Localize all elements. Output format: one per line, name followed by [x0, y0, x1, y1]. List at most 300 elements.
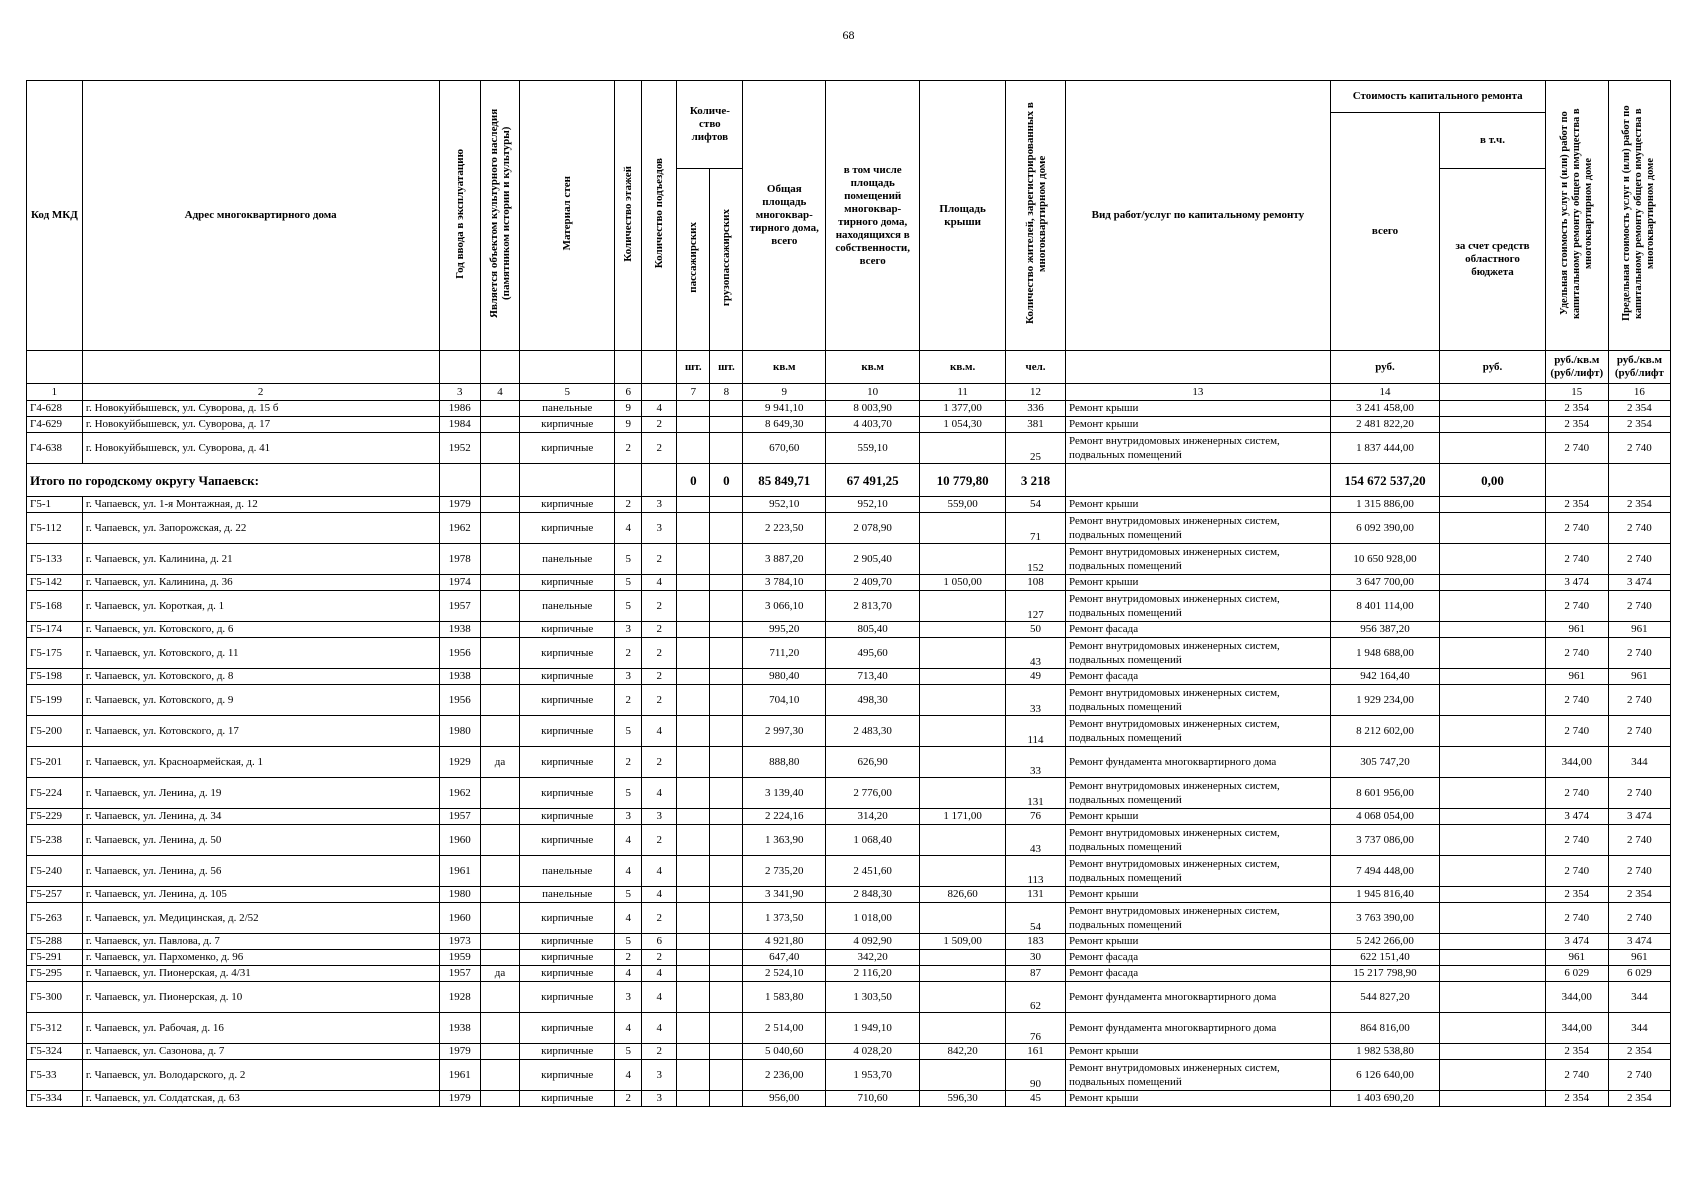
cell-passenger-lifts [677, 513, 710, 544]
cell-freight-lifts [710, 401, 743, 417]
cell-year: 1957 [439, 966, 480, 982]
unit-sqm: кв.м. [920, 351, 1006, 384]
cell-regional [1440, 513, 1545, 544]
cell-material: кирпичные [520, 417, 615, 433]
cell-material: кирпичные [520, 716, 615, 747]
cell-total-area: 995,20 [743, 622, 826, 638]
cell-unit-cost: 2 740 [1545, 856, 1608, 887]
cell-cost-total: 3 763 390,00 [1330, 903, 1440, 934]
table-row [27, 1044, 1671, 1060]
cell-address: г. Чапаевск, ул. Рабочая, д. 16 [82, 1013, 439, 1044]
cell-entrances: 4 [642, 401, 677, 417]
cell-work-type: Ремонт внутридомовых инженерных систем, подвальных помещений [1066, 716, 1331, 747]
cell-entrances: 4 [642, 966, 677, 982]
column-number: 1 [27, 384, 83, 401]
cell-total-area: 952,10 [743, 497, 826, 513]
cell-freight-lifts [710, 513, 743, 544]
cell-roof-area: 1 171,00 [920, 809, 1006, 825]
cell-regional [1440, 778, 1545, 809]
cell-owned-area: 2 078,90 [826, 513, 920, 544]
cell-passenger-lifts [677, 591, 710, 622]
header-regional: за счет средств областного бюджета [1440, 169, 1545, 351]
cell-address: г. Чапаевск, ул. Пионерская, д. 4/31 [82, 966, 439, 982]
cell-material: панельные [520, 401, 615, 417]
cell-entrances: 4 [642, 856, 677, 887]
cell-residents: 131 [1006, 887, 1066, 903]
unit-rub: руб. [1330, 351, 1440, 384]
table-row [27, 669, 1671, 685]
column-number: 2 [82, 384, 439, 401]
cell-roof-area [920, 716, 1006, 747]
unit-empty [1066, 351, 1331, 384]
cell-code: Г4-628 [27, 401, 83, 417]
cell-residents: 33 [1006, 747, 1066, 778]
cell-roof-area: 1 050,00 [920, 575, 1006, 591]
header-roof-area: Площадь крыши [920, 81, 1006, 351]
table-row [27, 575, 1671, 591]
cell-total-area: 3 341,90 [743, 887, 826, 903]
cell-regional [1440, 747, 1545, 778]
cell-work-type: Ремонт фасада [1066, 669, 1331, 685]
cell-address: г. Чапаевск, ул. Короткая, д. 1 [82, 591, 439, 622]
table-row [27, 809, 1671, 825]
cell-year: 1938 [439, 669, 480, 685]
cell-total-area: 2 997,30 [743, 716, 826, 747]
cell-material: кирпичные [520, 982, 615, 1013]
table-row [27, 778, 1671, 809]
cell-address: г. Чапаевск, ул. Ленина, д. 56 [82, 856, 439, 887]
cell-material: кирпичные [520, 809, 615, 825]
cell-floors: 5 [615, 575, 642, 591]
cell-passenger-lifts [677, 417, 710, 433]
cell-passenger-lifts [677, 982, 710, 1013]
cell-heritage [480, 433, 519, 464]
cell-work-type: Ремонт фасада [1066, 966, 1331, 982]
cell-code: Г5-295 [27, 966, 83, 982]
cell-heritage [480, 982, 519, 1013]
cell-floors: 2 [615, 950, 642, 966]
cell-total-area: 956,00 [743, 1091, 826, 1107]
cell-floors: 3 [615, 982, 642, 1013]
cell-freight-lifts [710, 591, 743, 622]
cell-unit-cost: 2 354 [1545, 417, 1608, 433]
cell-year: 1961 [439, 1060, 480, 1091]
page-number: 68 [842, 28, 855, 42]
cell-max-cost: 2 740 [1608, 638, 1670, 669]
cell-total-area: 1 583,80 [743, 982, 826, 1013]
cell-owned-area: 314,20 [826, 809, 920, 825]
cell-regional [1440, 966, 1545, 982]
cell-residents: 127 [1006, 591, 1066, 622]
cell-entrances: 2 [642, 1044, 677, 1060]
cell-roof-area [920, 778, 1006, 809]
unit-empty [439, 351, 480, 384]
header-residents-text: Количество жителей, зарегистрированных в многоквартирном доме [1023, 102, 1048, 325]
cell-residents: 33 [1006, 685, 1066, 716]
cell-address: г. Чапаевск, ул. Медицинская, д. 2/52 [82, 903, 439, 934]
cell-total-area: 704,10 [743, 685, 826, 716]
cell-unit-cost: 961 [1545, 622, 1608, 638]
cell-regional [1440, 638, 1545, 669]
cell-code: Г4-629 [27, 417, 83, 433]
cell-address: г. Чапаевск, ул. Калинина, д. 21 [82, 544, 439, 575]
cell-unit-cost: 344,00 [1545, 747, 1608, 778]
cell-roof-area [920, 1060, 1006, 1091]
total-roof-area: 10 779,80 [920, 464, 1006, 497]
cell-work-type: Ремонт внутридомовых инженерных систем, подвальных помещений [1066, 856, 1331, 887]
column-number: 10 [826, 384, 920, 401]
cell-roof-area [920, 669, 1006, 685]
total-area: 85 849,71 [743, 464, 826, 497]
cell-max-cost: 344 [1608, 747, 1670, 778]
cell-residents: 131 [1006, 778, 1066, 809]
cell-code: Г5-288 [27, 934, 83, 950]
header-work-type: Вид работ/услуг по капитальному ремонту [1066, 81, 1331, 351]
cell-owned-area: 4 403,70 [826, 417, 920, 433]
total-empty [642, 464, 677, 497]
cell-passenger-lifts [677, 622, 710, 638]
unit-rate: руб./кв.м (руб/лифт) [1545, 351, 1608, 384]
cell-passenger-lifts [677, 497, 710, 513]
cell-floors: 2 [615, 638, 642, 669]
cell-unit-cost: 2 740 [1545, 903, 1608, 934]
cell-unit-cost: 2 740 [1545, 638, 1608, 669]
cell-owned-area: 342,20 [826, 950, 920, 966]
cell-roof-area [920, 982, 1006, 1013]
cell-year: 1957 [439, 591, 480, 622]
table-row [27, 417, 1671, 433]
cell-work-type: Ремонт фундамента многоквартирного дома [1066, 1013, 1331, 1044]
table-row [27, 747, 1671, 778]
cell-floors: 4 [615, 903, 642, 934]
cell-heritage [480, 809, 519, 825]
header-passenger [677, 169, 710, 351]
cell-max-cost: 2 740 [1608, 716, 1670, 747]
cell-work-type: Ремонт крыши [1066, 934, 1331, 950]
cell-passenger-lifts [677, 778, 710, 809]
cell-material: кирпичные [520, 966, 615, 982]
cell-address: г. Чапаевск, ул. Ленина, д. 34 [82, 809, 439, 825]
cell-address: г. Чапаевск, ул. Котовского, д. 6 [82, 622, 439, 638]
cell-total-area: 670,60 [743, 433, 826, 464]
cell-regional [1440, 685, 1545, 716]
cell-material: кирпичные [520, 685, 615, 716]
cell-heritage [480, 575, 519, 591]
cell-work-type: Ремонт крыши [1066, 497, 1331, 513]
column-number: 14 [1330, 384, 1440, 401]
cell-entrances: 2 [642, 433, 677, 464]
cell-address: г. Чапаевск, ул. Красноармейская, д. 1 [82, 747, 439, 778]
cell-entrances: 2 [642, 903, 677, 934]
cell-year: 1928 [439, 982, 480, 1013]
cell-work-type: Ремонт внутридомовых инженерных систем, подвальных помещений [1066, 825, 1331, 856]
cell-passenger-lifts [677, 1091, 710, 1107]
cell-roof-area: 826,60 [920, 887, 1006, 903]
cell-work-type: Ремонт внутридомовых инженерных систем, подвальных помещений [1066, 591, 1331, 622]
cell-owned-area: 1 303,50 [826, 982, 920, 1013]
cell-roof-area: 1 377,00 [920, 401, 1006, 417]
cell-code: Г5-33 [27, 1060, 83, 1091]
cell-residents: 76 [1006, 1013, 1066, 1044]
cell-year: 1938 [439, 1013, 480, 1044]
cell-entrances: 2 [642, 669, 677, 685]
cell-address: г. Чапаевск, ул. Ленина, д. 50 [82, 825, 439, 856]
cell-address: г. Чапаевск, ул. Пионерская, д. 10 [82, 982, 439, 1013]
table-row [27, 1060, 1671, 1091]
cell-floors: 5 [615, 1044, 642, 1060]
cell-entrances: 2 [642, 825, 677, 856]
cell-freight-lifts [710, 950, 743, 966]
cell-code: Г5-257 [27, 887, 83, 903]
cell-work-type: Ремонт фасада [1066, 622, 1331, 638]
cell-address: г. Чапаевск, ул. Котовского, д. 17 [82, 716, 439, 747]
cell-entrances: 2 [642, 591, 677, 622]
table-row [27, 966, 1671, 982]
cell-freight-lifts [710, 747, 743, 778]
cell-cost-total: 956 387,20 [1330, 622, 1440, 638]
unit-rub: руб. [1440, 351, 1545, 384]
header-code: Код МКД [27, 81, 83, 351]
cell-owned-area: 8 003,90 [826, 401, 920, 417]
header-year-text: Год ввода в эксплуатацию [453, 148, 466, 279]
cell-address: г. Чапаевск, ул. Солдатская, д. 63 [82, 1091, 439, 1107]
cell-roof-area: 842,20 [920, 1044, 1006, 1060]
cell-work-type: Ремонт внутридомовых инженерных систем, подвальных помещений [1066, 903, 1331, 934]
cell-material: кирпичные [520, 513, 615, 544]
cell-work-type: Ремонт крыши [1066, 1044, 1331, 1060]
cell-owned-area: 710,60 [826, 1091, 920, 1107]
cell-material: кирпичные [520, 669, 615, 685]
cell-owned-area: 2 451,60 [826, 856, 920, 887]
cell-code: Г5-198 [27, 669, 83, 685]
cell-passenger-lifts [677, 825, 710, 856]
column-number: 8 [710, 384, 743, 401]
cell-roof-area [920, 685, 1006, 716]
table-row [27, 433, 1671, 464]
cell-owned-area: 1 953,70 [826, 1060, 920, 1091]
cell-code: Г5-112 [27, 513, 83, 544]
header-address: Адрес многоквартирного дома [82, 81, 439, 351]
cell-max-cost: 3 474 [1608, 575, 1670, 591]
table-row [27, 685, 1671, 716]
cell-freight-lifts [710, 809, 743, 825]
cell-code: Г5-229 [27, 809, 83, 825]
cell-cost-total: 4 068 054,00 [1330, 809, 1440, 825]
cell-entrances: 2 [642, 417, 677, 433]
cell-floors: 4 [615, 856, 642, 887]
cell-passenger-lifts [677, 669, 710, 685]
cell-code: Г5-300 [27, 982, 83, 1013]
cell-roof-area: 1 509,00 [920, 934, 1006, 950]
cell-regional [1440, 887, 1545, 903]
cell-heritage [480, 1091, 519, 1107]
table-row [27, 513, 1671, 544]
cell-regional [1440, 903, 1545, 934]
cell-heritage [480, 669, 519, 685]
cell-code: Г5-133 [27, 544, 83, 575]
cell-code: Г5-1 [27, 497, 83, 513]
cell-unit-cost: 2 354 [1545, 1044, 1608, 1060]
cell-floors: 3 [615, 622, 642, 638]
cell-material: кирпичные [520, 1091, 615, 1107]
cell-unit-cost: 6 029 [1545, 966, 1608, 982]
unit-sqm: кв.м [826, 351, 920, 384]
cell-unit-cost: 2 740 [1545, 591, 1608, 622]
cell-total-area: 888,80 [743, 747, 826, 778]
cell-address: г. Чапаевск, ул. 1-я Монтажная, д. 12 [82, 497, 439, 513]
cell-freight-lifts [710, 685, 743, 716]
cell-max-cost: 2 740 [1608, 433, 1670, 464]
cell-regional [1440, 575, 1545, 591]
cell-code: Г5-200 [27, 716, 83, 747]
cell-work-type: Ремонт внутридомовых инженерных систем, подвальных помещений [1066, 513, 1331, 544]
column-number: 3 [439, 384, 480, 401]
cell-material: панельные [520, 544, 615, 575]
column-number: 15 [1545, 384, 1608, 401]
cell-floors: 4 [615, 825, 642, 856]
cell-passenger-lifts [677, 433, 710, 464]
cell-passenger-lifts [677, 685, 710, 716]
cell-max-cost: 344 [1608, 1013, 1670, 1044]
cell-floors: 2 [615, 1091, 642, 1107]
cell-regional [1440, 950, 1545, 966]
cell-floors: 5 [615, 591, 642, 622]
header-max-cost [1608, 81, 1670, 351]
cell-regional [1440, 622, 1545, 638]
table-row [27, 544, 1671, 575]
cell-freight-lifts [710, 856, 743, 887]
table-row [27, 982, 1671, 1013]
cell-entrances: 2 [642, 747, 677, 778]
cell-max-cost: 2 740 [1608, 685, 1670, 716]
cell-address: г. Чапаевск, ул. Котовского, д. 11 [82, 638, 439, 669]
cell-work-type: Ремонт крыши [1066, 401, 1331, 417]
total-empty [1608, 464, 1670, 497]
unit-people: чел. [1006, 351, 1066, 384]
cell-freight-lifts [710, 1044, 743, 1060]
header-cost-total: всего [1330, 113, 1440, 351]
cell-total-area: 3 139,40 [743, 778, 826, 809]
cell-regional [1440, 1091, 1545, 1107]
cell-owned-area: 4 092,90 [826, 934, 920, 950]
cell-freight-lifts [710, 825, 743, 856]
header-freight [710, 169, 743, 351]
cell-total-area: 2 223,50 [743, 513, 826, 544]
cell-work-type: Ремонт внутридомовых инженерных систем, подвальных помещений [1066, 1060, 1331, 1091]
cell-max-cost: 2 354 [1608, 1044, 1670, 1060]
cell-address: г. Новокуйбышевск, ул. Суворова, д. 17 [82, 417, 439, 433]
header-unit-cost [1545, 81, 1608, 351]
total-label: Итого по городскому округу Чапаевск: [27, 464, 440, 497]
cell-owned-area: 952,10 [826, 497, 920, 513]
cell-address: г. Чапаевск, ул. Сазонова, д. 7 [82, 1044, 439, 1060]
cell-passenger-lifts [677, 887, 710, 903]
cell-cost-total: 15 217 798,90 [1330, 966, 1440, 982]
cell-max-cost: 2 740 [1608, 825, 1670, 856]
cell-owned-area: 713,40 [826, 669, 920, 685]
table-row [27, 401, 1671, 417]
unit-empty [642, 351, 677, 384]
cell-code: Г5-334 [27, 1091, 83, 1107]
header-material-text: Материал стен [561, 176, 574, 251]
cell-year: 1979 [439, 1091, 480, 1107]
cell-freight-lifts [710, 669, 743, 685]
cell-material: кирпичные [520, 433, 615, 464]
cell-cost-total: 1 945 816,40 [1330, 887, 1440, 903]
cell-unit-cost: 344,00 [1545, 982, 1608, 1013]
cell-floors: 3 [615, 669, 642, 685]
cell-code: Г5-238 [27, 825, 83, 856]
table-row [27, 716, 1671, 747]
cell-max-cost: 2 354 [1608, 401, 1670, 417]
cell-regional [1440, 934, 1545, 950]
column-numbers-row [27, 384, 1671, 401]
cell-freight-lifts [710, 966, 743, 982]
cell-cost-total: 1 948 688,00 [1330, 638, 1440, 669]
capital-repair-table [26, 80, 1671, 1107]
unit-empty [615, 351, 642, 384]
cell-address: г. Чапаевск, ул. Павлова, д. 7 [82, 934, 439, 950]
header-freight-text: грузопассажирских [720, 208, 733, 307]
cell-cost-total: 864 816,00 [1330, 1013, 1440, 1044]
unit-empty [82, 351, 439, 384]
cell-max-cost: 2 740 [1608, 778, 1670, 809]
cell-heritage: да [480, 966, 519, 982]
cell-total-area: 711,20 [743, 638, 826, 669]
cell-unit-cost: 2 740 [1545, 825, 1608, 856]
unit-empty [520, 351, 615, 384]
cell-unit-cost: 2 740 [1545, 1060, 1608, 1091]
cell-year: 1973 [439, 934, 480, 950]
cell-owned-area: 1 018,00 [826, 903, 920, 934]
table-row [27, 903, 1671, 934]
header-entrances-text: Количество подъездов [653, 158, 666, 269]
cell-residents: 76 [1006, 809, 1066, 825]
cell-cost-total: 1 837 444,00 [1330, 433, 1440, 464]
cell-heritage [480, 401, 519, 417]
cell-work-type: Ремонт внутридомовых инженерных систем, подвальных помещений [1066, 638, 1331, 669]
cell-material: кирпичные [520, 747, 615, 778]
cell-work-type: Ремонт крыши [1066, 1091, 1331, 1107]
cell-heritage [480, 934, 519, 950]
cell-heritage [480, 950, 519, 966]
cell-total-area: 1 363,90 [743, 825, 826, 856]
cell-roof-area [920, 1013, 1006, 1044]
cell-year: 1979 [439, 1044, 480, 1060]
cell-residents: 54 [1006, 903, 1066, 934]
header-entrances [642, 81, 677, 351]
header-passenger-text: пассажирских [687, 222, 700, 293]
total-cost: 154 672 537,20 [1330, 464, 1440, 497]
cell-material: кирпичные [520, 575, 615, 591]
cell-year: 1962 [439, 513, 480, 544]
cell-unit-cost: 2 354 [1545, 887, 1608, 903]
cell-passenger-lifts [677, 747, 710, 778]
cell-passenger-lifts [677, 934, 710, 950]
cell-max-cost: 2 354 [1608, 417, 1670, 433]
total-row [27, 464, 1671, 497]
header-year [439, 81, 480, 351]
cell-floors: 4 [615, 966, 642, 982]
cell-heritage [480, 1013, 519, 1044]
header-floors [615, 81, 642, 351]
cell-heritage [480, 544, 519, 575]
cell-freight-lifts [710, 1091, 743, 1107]
cell-heritage [480, 685, 519, 716]
cell-entrances: 4 [642, 575, 677, 591]
cell-year: 1980 [439, 716, 480, 747]
cell-heritage [480, 417, 519, 433]
